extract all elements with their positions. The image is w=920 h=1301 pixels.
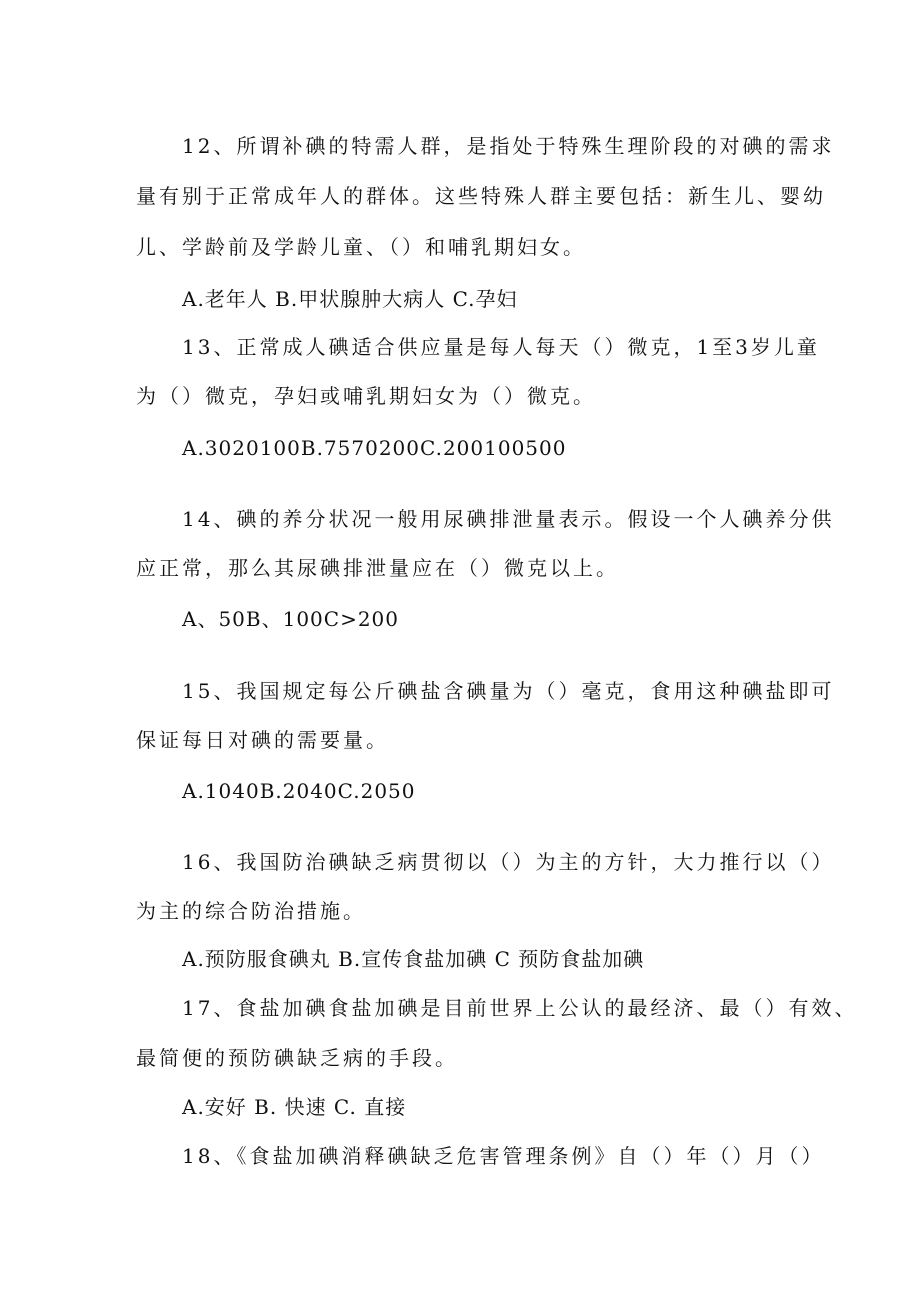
question-17-line-2: 最简便的预防碘缺乏病的手段。 [136, 1046, 458, 1070]
question-16-options: A.预防服食碘丸 B.宣传食盐加碘 C 预防食盐加碘 [182, 947, 645, 971]
question-15-line-1: 15、我国规定每公斤碘盐含碘量为（）毫克，食用这种碘盐即可 [182, 679, 835, 703]
question-15-line-2: 保证每日对碘的需要量。 [136, 728, 389, 752]
question-14-line-1: 14、碘的养分状况一般用尿碘排泄量表示。假设一个人碘养分供 [182, 507, 835, 531]
question-12-line-1: 12、所谓补碘的特需人群，是指处于特殊生理阶段的对碘的需求 [182, 134, 835, 158]
question-13-line-2: 为（）微克，孕妇或哺乳期妇女为（）微克。 [136, 384, 596, 408]
question-13-line-1: 13、正常成人碘适合供应量是每人每天（）微克，1至3岁儿童 [182, 335, 820, 359]
question-17-options: A.安好 B. 快速 C. 直接 [182, 1095, 407, 1119]
question-18-line-1: 18、《食盐加碘消释碘缺乏危害管理条例》自（）年（）月（） [182, 1144, 825, 1168]
question-16-line-2: 为主的综合防治措施。 [136, 899, 366, 923]
question-13-options: A.3020100B.7570200C.200100500 [182, 436, 567, 460]
question-16-line-1: 16、我国防治碘缺乏病贯彻以（）为主的方针，大力推行以（） [182, 850, 835, 874]
question-14-options: A、50B、100C>200 [182, 607, 399, 631]
question-17-line-1: 17、食盐加碘食盐加碘是目前世界上公认的最经济、最（）有效、 [182, 996, 858, 1020]
question-12-line-2: 量有别于正常成年人的群体。这些特殊人群主要包括：新生儿、婴幼 [136, 184, 826, 208]
question-12-options: A.老年人 B.甲状腺肿大病人 C.孕妇 [182, 287, 518, 311]
question-15-options: A.1040B.2040C.2050 [182, 779, 416, 803]
question-14-line-2: 应正常，那么其尿碘排泄量应在（）微克以上。 [136, 556, 619, 580]
question-12-line-3: 儿、学龄前及学龄儿童、（）和哺乳期妇女。 [136, 235, 586, 259]
